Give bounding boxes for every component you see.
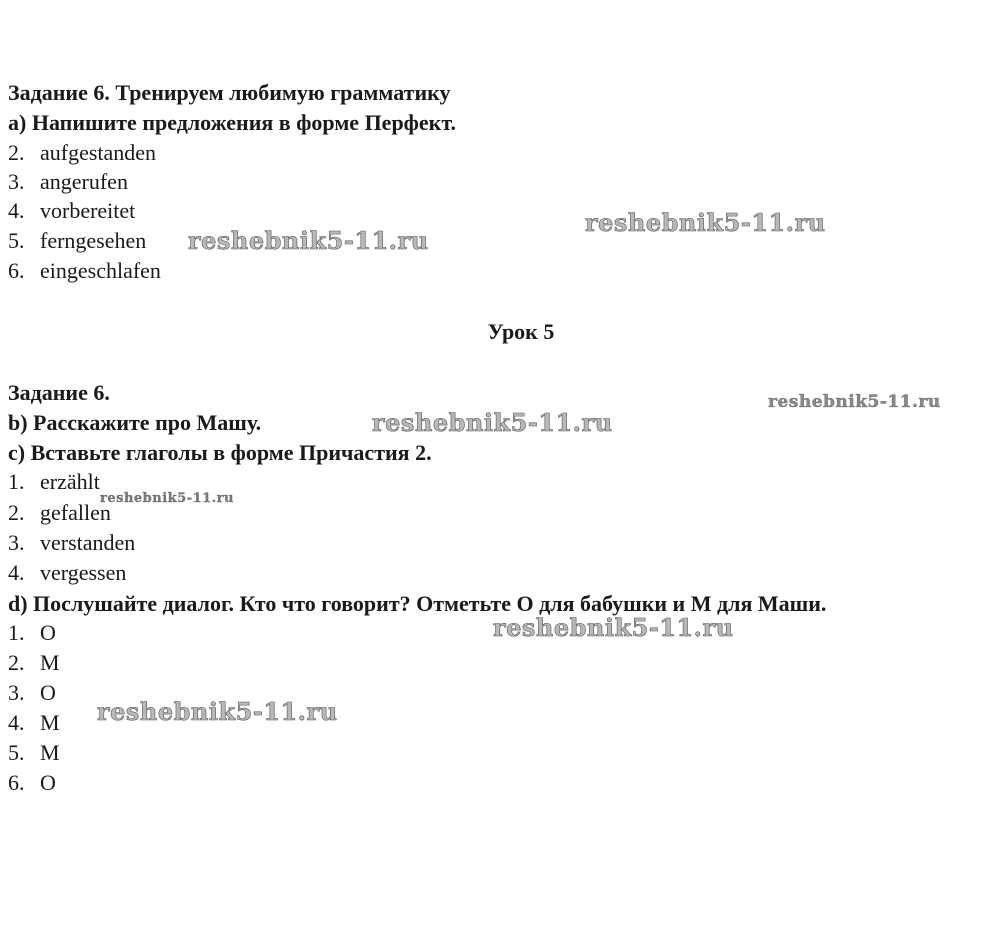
watermark: reshebnik5-11.ru: [768, 392, 941, 412]
list-item: [8, 467, 100, 497]
watermark: reshebnik5-11.ru: [585, 208, 826, 237]
watermark: reshebnik5-11.ru: [97, 697, 338, 726]
task-part-d: d) Послушайте диалог. Кто что говорит? Отметьте О для бабушки и М для Маши.: [8, 591, 827, 616]
item-text: О: [40, 680, 56, 705]
task-part-c: c) Вставьте глаголы в форме Причастия 2.: [8, 440, 432, 465]
item-number: 2.: [8, 650, 25, 675]
item-number: 1.: [8, 620, 25, 645]
item-number: 3.: [8, 530, 25, 555]
item-number: 1.: [8, 469, 25, 494]
item-text: eingeschlafen: [40, 258, 161, 283]
item-text: vorbereitet: [40, 198, 136, 223]
item-number: 5.: [8, 228, 25, 253]
item-number: 2.: [8, 140, 25, 165]
list-item: [8, 708, 60, 738]
item-number: 6.: [8, 770, 25, 795]
item-text: М: [40, 710, 60, 735]
item-text: erzählt: [40, 469, 100, 494]
item-text: О: [40, 770, 56, 795]
list-item: [8, 678, 56, 708]
item-number: 5.: [8, 740, 25, 765]
item-number: 6.: [8, 258, 25, 283]
task-heading-2: Задание 6.: [8, 380, 110, 405]
item-number: 4.: [8, 710, 25, 735]
list-item: [8, 618, 56, 648]
list-item: [8, 558, 126, 588]
list-item: [8, 138, 156, 168]
list-item: [8, 738, 60, 768]
item-text: М: [40, 740, 60, 765]
item-text: gefallen: [40, 500, 111, 525]
item-text: vergessen: [40, 560, 127, 585]
item-number: 4.: [8, 198, 25, 223]
list-item: [8, 167, 128, 197]
watermark: reshebnik5-11.ru: [188, 226, 429, 255]
item-text: aufgestanden: [40, 140, 157, 165]
item-number: 4.: [8, 560, 25, 585]
item-number: 3.: [8, 169, 25, 194]
list-item: [8, 226, 146, 256]
task-part-a: а) Напишите предложения в форме Перфект.: [8, 110, 456, 135]
item-text: verstanden: [40, 530, 136, 555]
item-text: ferngesehen: [40, 228, 147, 253]
list-item: [8, 196, 135, 226]
watermark: reshebnik5-11.ru: [372, 408, 613, 437]
item-text: О: [40, 620, 56, 645]
list-item: [8, 528, 135, 558]
watermark: reshebnik5-11.ru: [100, 491, 235, 506]
watermark: reshebnik5-11.ru: [493, 613, 734, 642]
task-heading: Задание 6. Тренируем любимую грамматику: [8, 80, 451, 105]
item-number: 3.: [8, 680, 25, 705]
list-item: [8, 648, 60, 678]
task-part-b: b) Расскажите про Машу.: [8, 410, 262, 435]
list-item: [8, 256, 161, 286]
item-text: М: [40, 650, 60, 675]
item-number: 2.: [8, 500, 25, 525]
list-item: [8, 498, 111, 528]
list-item: [8, 768, 56, 798]
item-text: angerufen: [40, 169, 128, 194]
lesson-title: Урок 5: [487, 319, 555, 344]
